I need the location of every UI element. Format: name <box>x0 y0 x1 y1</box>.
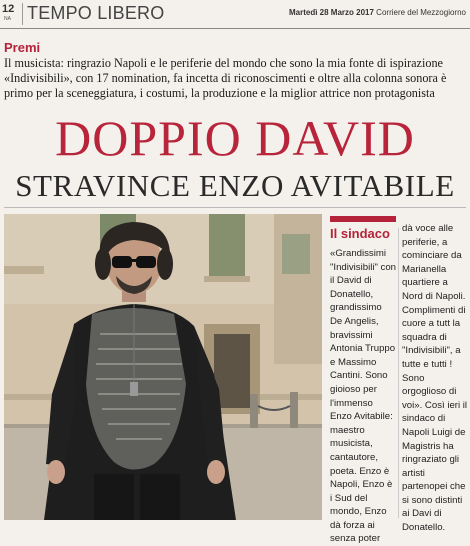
sidebar-paragraph-2: dà voce alle periferie, a cominciare da Marianella quartiere a Nord di Napoli. Complimenti di cuore a tutt la squadra di "Indivisibili", a tutte e tutti ! Sono orgoglioso di voi». Così ieri il sindaco di Napoli Luigi de Magistris ha ringraziato gli artisti partenopei che si sono distinti ai Davi di Donatello. <box>402 223 468 534</box>
header-rule <box>0 28 470 29</box>
sidebar-text-col2 <box>402 222 468 535</box>
headline-rule <box>4 207 466 208</box>
column-divider <box>398 228 399 518</box>
sidebar-paragraph: «Grandissimi "Indivisibili" con il David di Donatello, grandissimo De Angelis, bravissimi Antonia Truppo e Massimo Cantini. Sono gioioso per l'immenso Enzo Avitabile: maestro musicista, cantautore, poeta. Enzo è Napoli, Enzo è i Sud del mondo, Enzo dà forza ai senza poter <box>330 248 396 545</box>
headline: DOPPIO DAVID <box>55 110 415 166</box>
article-photo <box>4 214 322 520</box>
page-edition: NA <box>4 16 11 22</box>
sidebar-box <box>330 216 396 546</box>
dateline <box>289 8 466 17</box>
issue-date: Martedì 28 Marzo 2017 <box>289 8 374 17</box>
header-divider <box>22 3 23 25</box>
subheadline: STRAVINCE ENZO AVITABILE <box>15 168 455 203</box>
sidebar-title: Il sindaco <box>330 226 390 241</box>
page-header <box>0 0 470 28</box>
sidebar-accent-bar <box>330 216 396 222</box>
newspaper-name: Corriere del Mezzogiorno <box>376 8 466 17</box>
article-summary: Il musicista: ringrazio Napoli e le periferie del mondo che sono la mia fonte di ispirazione «Indivisibili», con 17 nomination, fa incetta di riconoscimenti e oltre alla colonna sonora è primo per la sceneggiatura, i costumi, la produzione e la miglior attrice non protagonista <box>4 56 447 100</box>
sidebar-text-col1 <box>330 247 396 546</box>
section-title: TEMPO LIBERO <box>27 3 165 23</box>
article-kicker: Premi <box>4 40 41 55</box>
page-number: 12 <box>2 3 15 15</box>
